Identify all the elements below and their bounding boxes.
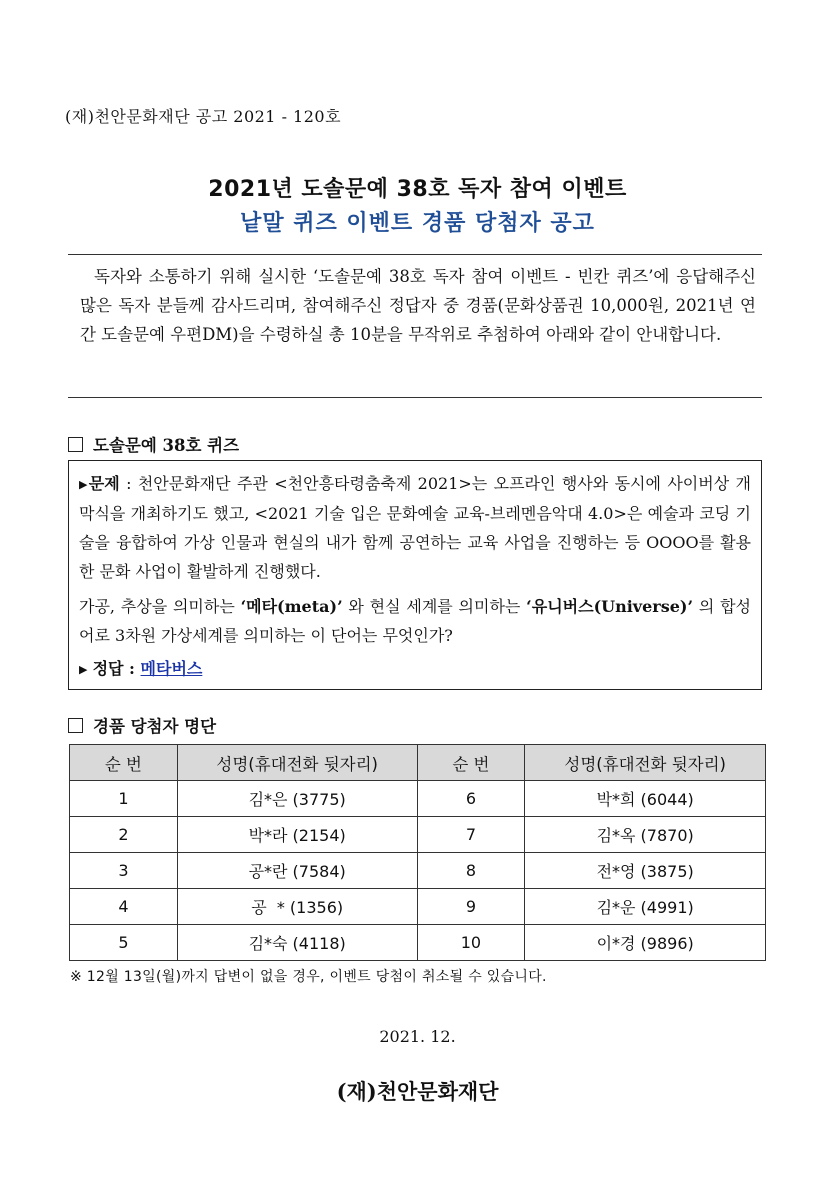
cell-number: 9: [417, 889, 525, 925]
cell-number: 3: [70, 853, 178, 889]
table-row: [70, 853, 766, 889]
intro-paragraph: [80, 262, 756, 349]
hint-term-universe: ‘유니버스(Universe)’: [526, 597, 694, 616]
cell-number: 4: [70, 889, 178, 925]
bottom-divider: [68, 397, 762, 398]
cell-number: 10: [417, 925, 525, 961]
header-name: 성명(휴대전화 뒷자리): [177, 745, 417, 781]
intro-text: 독자와 소통하기 위해 실시한 ‘도솔문예 38호 독자 참여 이벤트 - 빈칸 퀴즈’에 응답해주신 많은 독자 분들께 감사드리며, 참여해주신 정답자 중 경품(문화상품권 10,000원, 2021년 연간 도솔문예 우편DM)을 수령하실 총 10분을 무작위로 추첨하여 아래와 같이 안내합니다.: [80, 267, 756, 344]
triangle-bullet-icon: ▶: [79, 663, 88, 676]
cell-name: 박*라 (2154): [177, 817, 417, 853]
hint-term-meta: ‘메타(meta)’: [240, 597, 343, 616]
cell-number: 6: [417, 781, 525, 817]
page-title: 2021년 도솔문예 38호 독자 참여 이벤트: [208, 177, 627, 202]
quiz-section-title: 도솔문예 38호 퀴즈: [93, 436, 240, 455]
cell-number: 1: [70, 781, 178, 817]
cell-number: 7: [417, 817, 525, 853]
cell-name: 김*숙 (4118): [177, 925, 417, 961]
page-subtitle: 낱말 퀴즈 이벤트 경품 당첨자 공고: [240, 211, 595, 236]
hint-text-3: 의 합성어로 3차원 가상세계를 의미하는 이 단어는 무엇인가?: [79, 597, 751, 645]
checkbox-icon: [68, 718, 83, 733]
cell-name: 이*경 (9896): [525, 925, 766, 961]
cell-name: 공 * (1356): [177, 889, 417, 925]
checkbox-icon: [68, 437, 83, 452]
cell-name: 김*운 (4991): [525, 889, 766, 925]
question-label: 문제: [88, 474, 120, 493]
notice-number: (재)천안문화재단 공고 2021 - 120호: [65, 107, 342, 126]
quiz-hint: [79, 592, 751, 650]
table-row: [70, 889, 766, 925]
cell-name: 전*영 (3875): [525, 853, 766, 889]
cell-name: 공*란 (7584): [177, 853, 417, 889]
cell-name: 김*옥 (7870): [525, 817, 766, 853]
answer-label: 정답: [92, 659, 124, 678]
table-row: [70, 925, 766, 961]
organization-name: (재)천안문화재단: [336, 1079, 499, 1104]
cell-number: 5: [70, 925, 178, 961]
question-text: : 천안문화재단 주관 <천안흥타령춤축제 2021>는 오프라인 행사와 동시에 사이버상 개막식을 개최하기도 했고, <2021 기술 입은 문화예술 교육-브레멘음악대 4.0>은 예술과 코딩 기술을 융합하여 가상 인물과 현실의 내가 함께 공연하는 교육 사업을 진행하는 등 OOOO를 활용한 문화 사업이 활발하게 진행했다.: [79, 474, 752, 581]
hint-text-2: 와 현실 세계를 의미하는: [342, 597, 527, 616]
winners-section-heading: [68, 713, 216, 737]
cell-number: 8: [417, 853, 525, 889]
cell-number: 2: [70, 817, 178, 853]
cell-name: 김*은 (3775): [177, 781, 417, 817]
top-divider: [68, 254, 762, 255]
triangle-bullet-icon: ▶: [79, 478, 89, 491]
quiz-answer: ▶ 정답 : 메타버스: [79, 659, 203, 678]
hint-text-1: 가공, 추상을 의미하는: [79, 597, 241, 616]
header-name: 성명(휴대전화 뒷자리): [525, 745, 766, 781]
quiz-box: [68, 460, 762, 690]
header-number: 순 번: [70, 745, 178, 781]
header-number: 순 번: [417, 745, 525, 781]
issue-date: 2021. 12.: [379, 1027, 456, 1046]
table-row: [70, 817, 766, 853]
answer-value: 메타버스: [140, 659, 203, 678]
notice-footnote: ※ 12월 13일(월)까지 답변이 없을 경우, 이벤트 당첨이 취소될 수 있습니다.: [70, 969, 547, 985]
table-row: [70, 781, 766, 817]
cell-name: 박*희 (6044): [525, 781, 766, 817]
winners-section-title: 경품 당첨자 명단: [93, 717, 217, 736]
quiz-question: [79, 469, 751, 586]
winners-table: [69, 744, 766, 961]
table-header-row: [70, 745, 766, 781]
quiz-section-heading: [68, 432, 239, 456]
